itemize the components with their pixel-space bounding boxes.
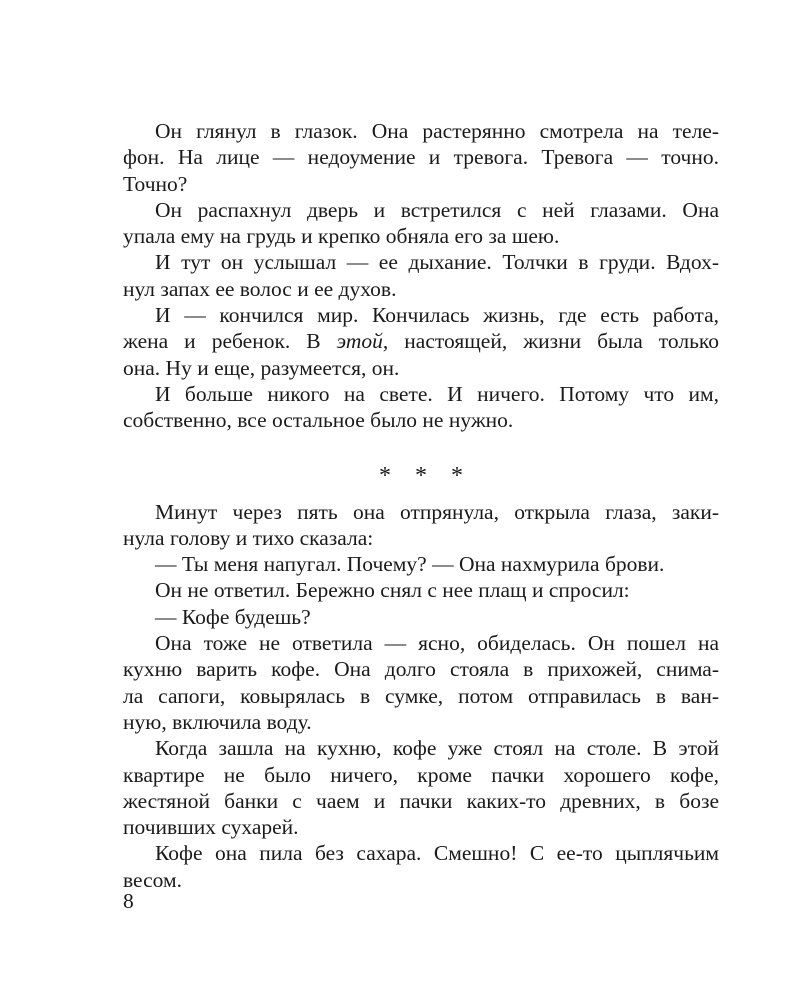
text-line: нула голову и тихо сказала: xyxy=(123,525,374,550)
book-page-text xyxy=(123,118,719,893)
text-line: жестяной банки с чаем и пачки каких-то древних, в бозе xyxy=(123,788,719,813)
text-line: Точно? xyxy=(123,171,188,196)
text-line: ла сапоги, ковырялась в сумке, потом отправилась в ван- xyxy=(123,683,719,708)
dialogue-line: — Кофе будешь? xyxy=(155,604,311,629)
section-gap xyxy=(123,434,719,461)
text-line: И больше никого на свете. И ничего. Потому что им, xyxy=(155,381,719,406)
text-line: почивших сухарей. xyxy=(123,815,299,840)
text-line: Кофе она пила без сахара. Смешно! С ее-то цыплячьим xyxy=(155,841,719,866)
section-gap xyxy=(123,489,719,499)
text-fragment: , настоящей, жизни была только xyxy=(382,329,719,354)
text-line: Он не ответил. Бережно снял с нее плащ и спросил: xyxy=(155,578,630,603)
text-line: квартире не было ничего, кроме пачки хорошего кофе, xyxy=(123,762,719,787)
text-line: И — кончился мир. Кончилась жизнь, где есть работа, xyxy=(155,303,719,328)
text-line: она. Ну и еще, разумеется, он. xyxy=(123,355,400,380)
text-line xyxy=(123,328,719,354)
page-number: 8 xyxy=(123,889,134,913)
section-separator: * * * xyxy=(379,462,472,489)
text-line: Она тоже не ответила — ясно, обиделась. Он пошел на xyxy=(155,631,719,656)
text-line: Минут через пять она отпрянула, открыла глаза, заки- xyxy=(155,499,719,524)
text-line: И тут он услышал — ее дыхание. Толчки в груди. Вдох- xyxy=(155,250,719,275)
text-line: упала ему на грудь и крепко обняла его за шею. xyxy=(123,224,560,249)
text-line: Когда зашла на кухню, кофе уже стоял на столе. В этой xyxy=(155,736,719,761)
text-line: собственно, все остальное было не нужно. xyxy=(123,408,514,433)
text-line: фон. На лице — недоумение и тревога. Тревога — точно. xyxy=(123,145,719,170)
dialogue-line: — Ты меня напугал. Почему? — Она нахмурила брови. xyxy=(155,552,665,577)
text-line: кухню варить кофе. Она долго стояла в прихожей, снима- xyxy=(123,657,719,682)
italic-word: этой xyxy=(336,329,383,354)
text-line: весом. xyxy=(123,867,182,892)
text-fragment: жена и ребенок. В xyxy=(123,329,337,354)
text-line: Он глянул в глазок. Она растерянно смотрела на теле- xyxy=(155,119,719,143)
text-line: нул запах ее волос и ее духов. xyxy=(123,276,397,301)
text-line: Он распахнул дверь и встретился с ней глазами. Она xyxy=(155,197,719,222)
text-line: ную, включила воду. xyxy=(123,709,312,734)
